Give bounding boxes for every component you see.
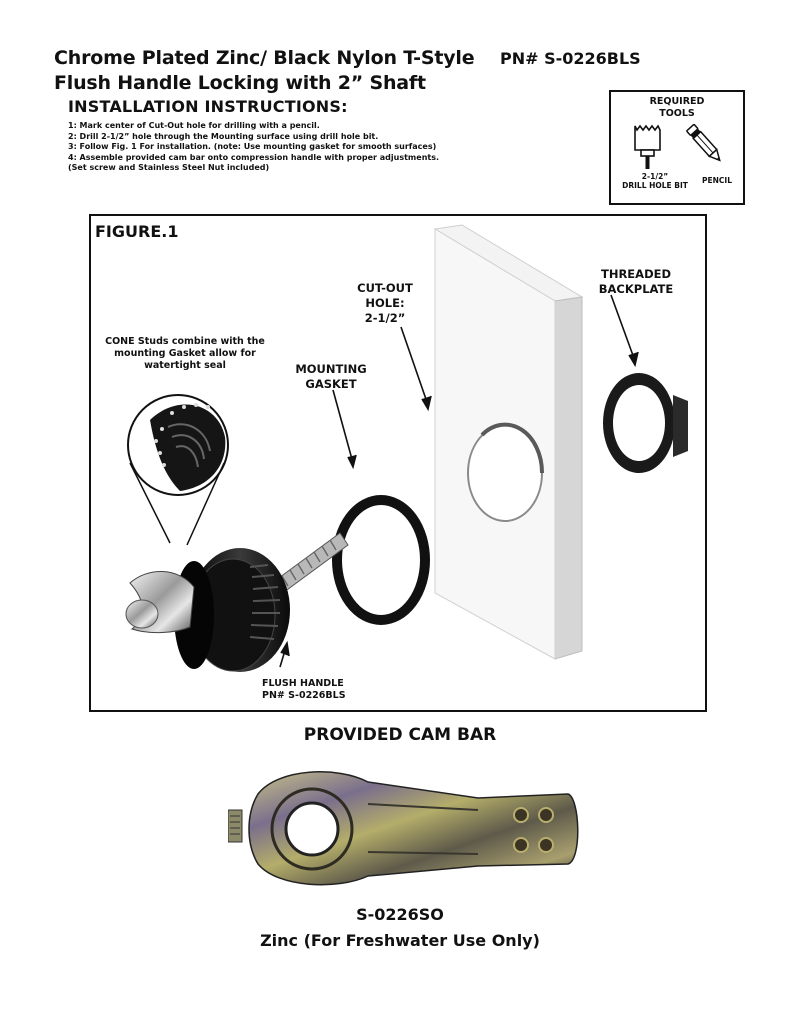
cutout-hole-label: CUT-OUT HOLE: 2-1/2”: [357, 281, 413, 325]
tools-title-line-1: REQUIRED: [649, 96, 705, 107]
threaded-backplate: [603, 373, 688, 473]
instruction-step-4: 4: Assemble provided cam bar onto compression handle with proper adjustments.: [68, 152, 440, 162]
pencil-icon: [683, 120, 727, 168]
drill-bit-icon: [629, 124, 669, 170]
cam-bar-part-number: S-0226SO: [356, 905, 444, 924]
cam-bar-material-note: Zinc (For Freshwater Use Only): [260, 931, 540, 950]
instruction-note: (Set screw and Stainless Steel Nut included): [68, 163, 270, 173]
installation-heading: INSTALLATION INSTRUCTIONS:: [68, 97, 348, 116]
flush-handle-label: FLUSH HANDLE PN# S-0226BLS: [262, 678, 346, 701]
cone-stud-detail: [128, 395, 228, 545]
required-tools-box: [609, 90, 745, 205]
title-line-2: Flush Handle Locking with 2” Shaft: [54, 72, 426, 94]
mounting-gasket-label: MOUNTING GASKET: [295, 362, 367, 391]
tools-title-line-2: TOOLS: [659, 108, 695, 119]
cone-studs-note: CONE Studs combine with the mounting Gasket allow for watertight seal: [105, 336, 265, 371]
drill-bit-label: 2-1/2” DRILL HOLE BIT: [622, 172, 688, 190]
flush-handle: [126, 548, 290, 672]
instruction-step-2: 2: Drill 2-1/2” hole through the Mounting surface using drill hole bit.: [68, 131, 379, 141]
part-number: PN# S-0226BLS: [500, 49, 641, 68]
instruction-step-3: 3: Follow Fig. 1 For installation. (note: Use mounting gasket for smooth surfaces): [68, 142, 437, 152]
cam-bar-illustration: [228, 764, 582, 894]
threaded-backplate-label: THREADED BACKPLATE: [598, 267, 674, 296]
figure-label: FIGURE.1: [95, 222, 179, 241]
cam-bar-heading: PROVIDED CAM BAR: [303, 725, 497, 745]
instruction-list: [68, 121, 588, 174]
mounting-panel: [435, 225, 582, 659]
title-line-1: Chrome Plated Zinc/ Black Nylon T-Style: [54, 47, 475, 69]
instruction-step-1: 1: Mark center of Cut-Out hole for drilling with a pencil.: [68, 121, 320, 130]
pencil-label: PENCIL: [702, 176, 732, 185]
mounting-gasket: [337, 500, 425, 620]
